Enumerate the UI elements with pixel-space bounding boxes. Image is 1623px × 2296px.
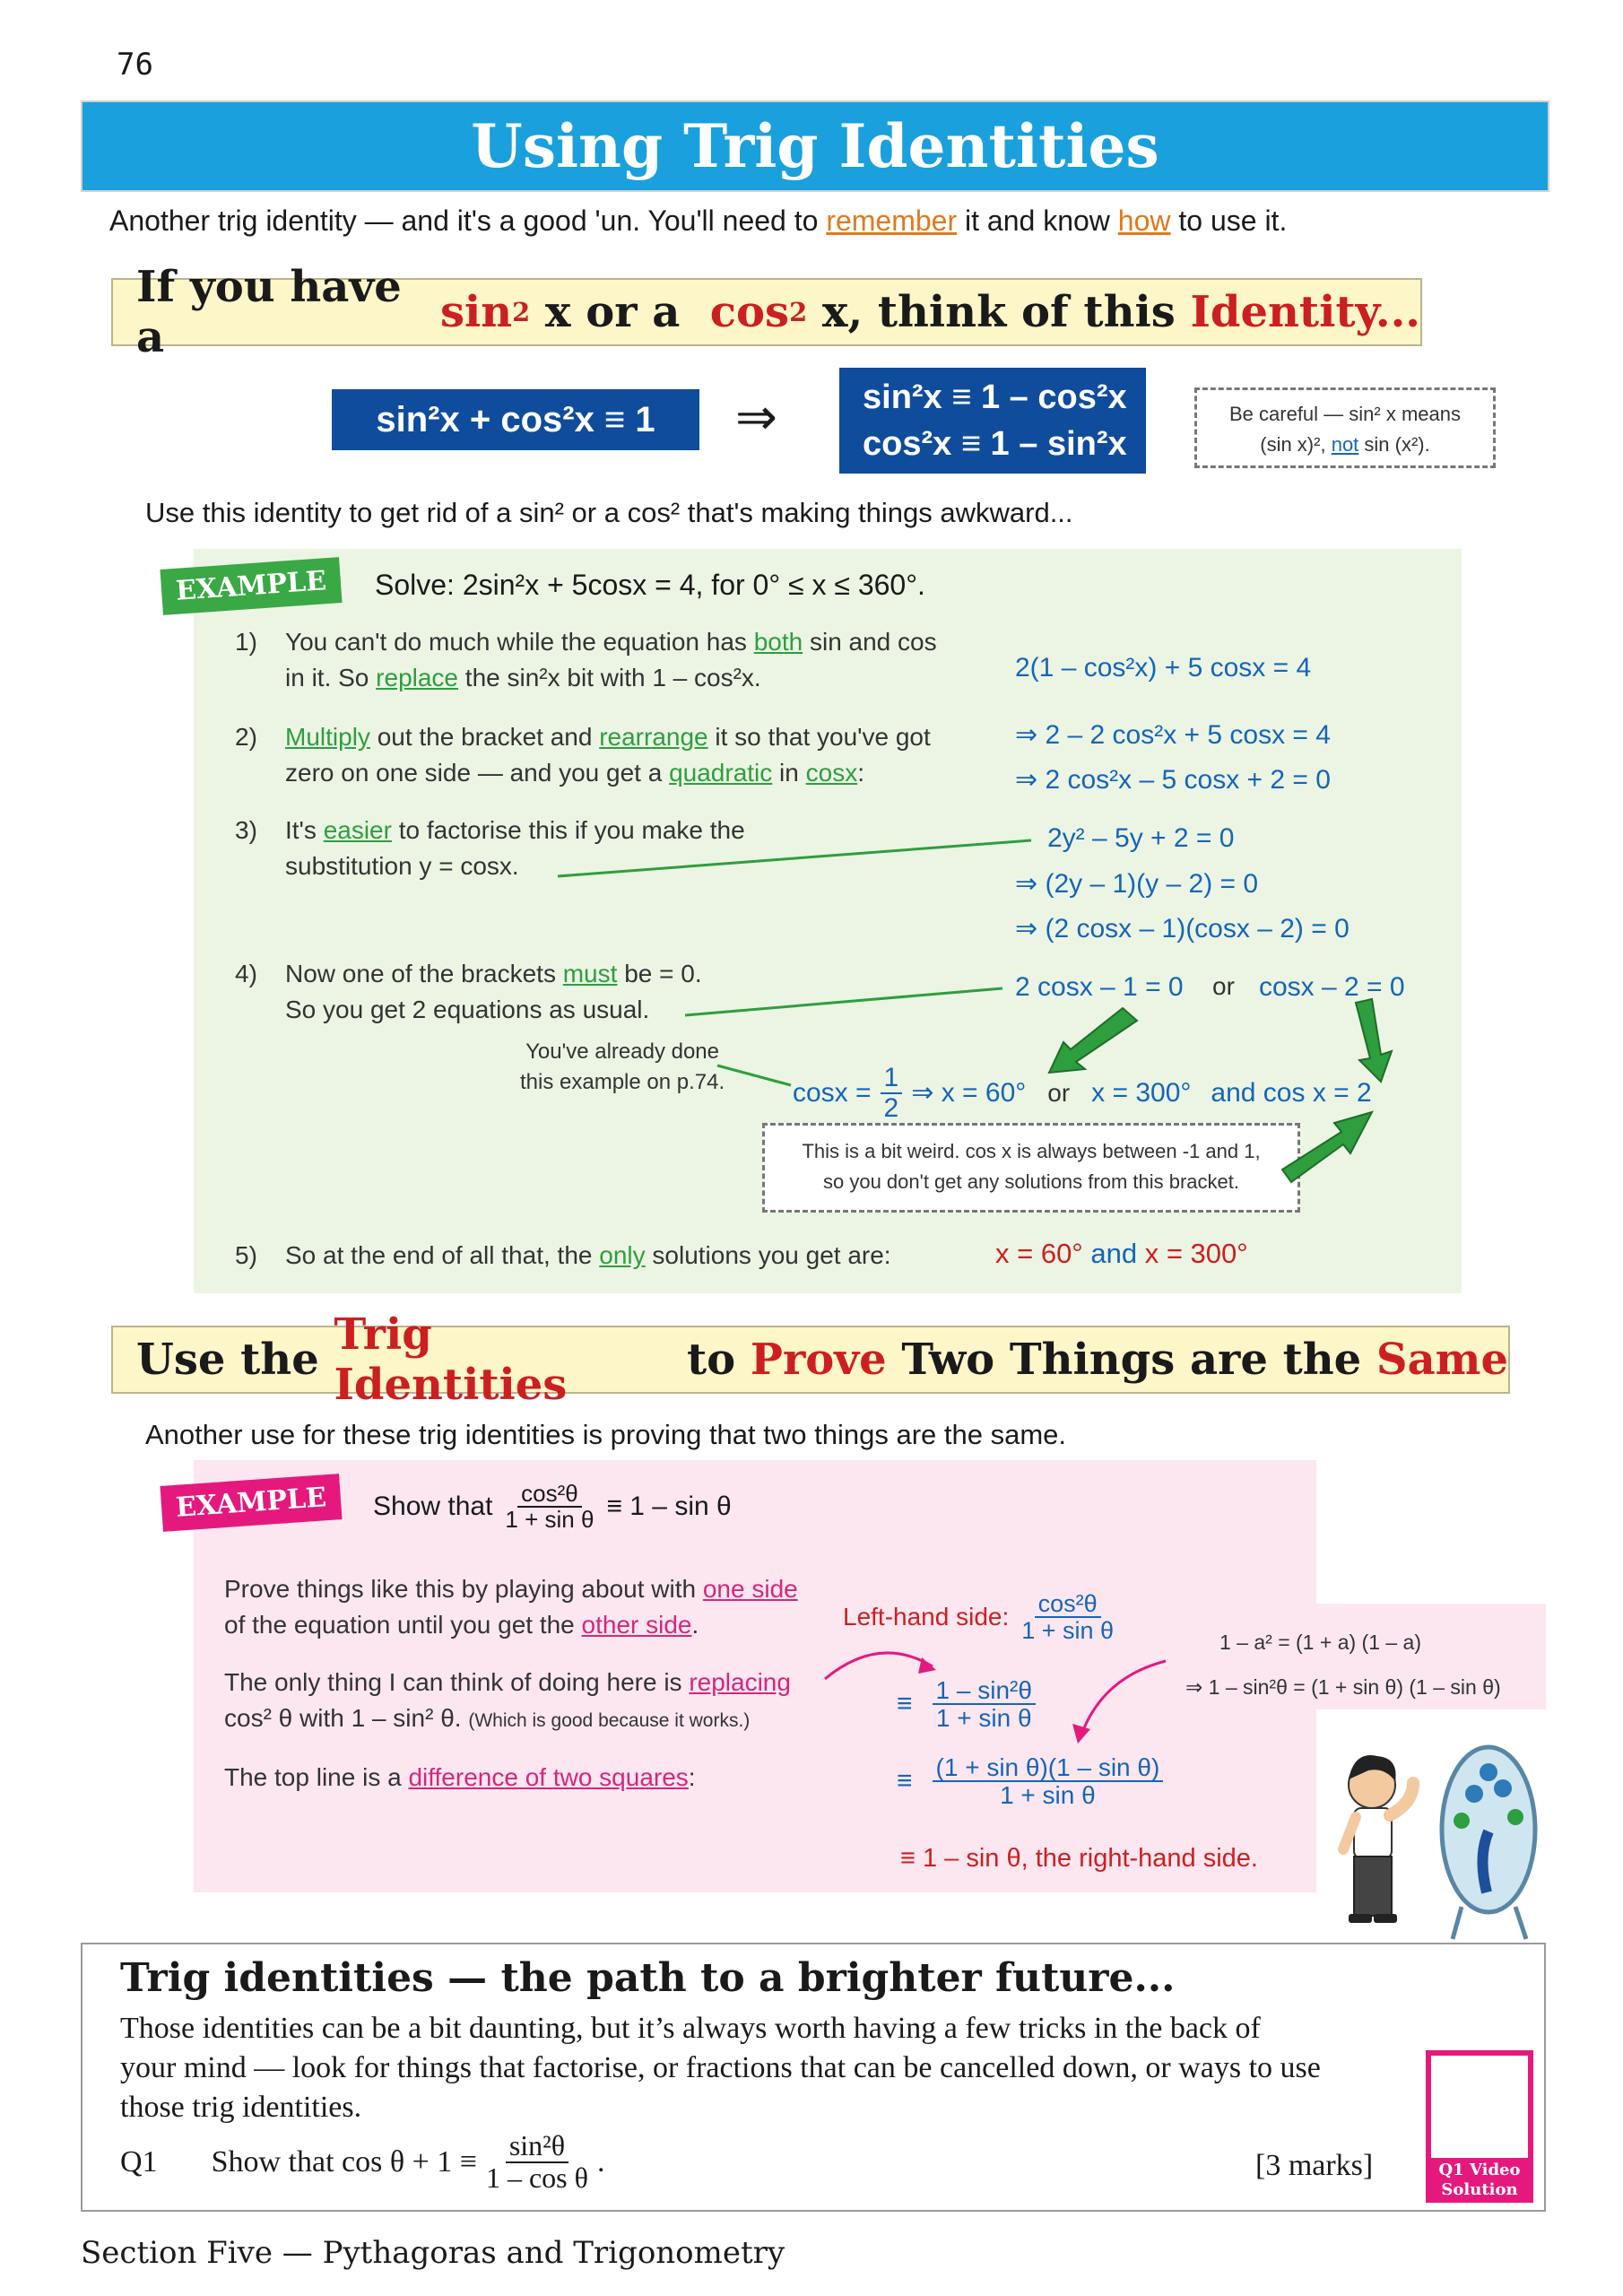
note-not: not <box>1331 433 1359 456</box>
equation-cos-factorised: ⇒ (2 cosx – 1)(cosx – 2) = 0 <box>1015 914 1350 944</box>
page-number: 76 <box>117 47 153 83</box>
note-line: Be careful — sin² x means <box>1229 403 1461 425</box>
frac-num: 1 – sin²θ <box>933 1677 1036 1705</box>
step-underline: rearrange <box>599 723 708 751</box>
summary-body: Those identities can be a bit daunting, but it’s always worth having a few tricks in the back of your mind — look for things that factorise, or fractions that can be cancelled down, or ways to use those trig identities. <box>120 2012 1321 2124</box>
implies-arrow-icon: ⇒ <box>735 388 777 445</box>
step-underline: replace <box>376 664 459 691</box>
equation-substitute: 2(1 – cos²x) + 5 cosx = 4 <box>1015 653 1312 683</box>
example1-tag: EXAMPLE <box>160 557 342 615</box>
frac-den: 2 <box>883 1092 899 1123</box>
heading-part: Use the <box>136 1335 334 1385</box>
note-line: so you don't get any solutions from this bracket. <box>823 1170 1239 1193</box>
solve-statement: Solve: 2sin²x + 5cosx = 4, for 0° ≤ x ≤ 360°. <box>375 569 925 601</box>
use-identity-line: Use this identity to get rid of a sin² or a cos² that's making things awkward... <box>145 497 1073 528</box>
step-text: You can't do much while the equation has <box>285 628 754 656</box>
boy-icon <box>1343 1755 1413 1923</box>
para-underline: other side <box>581 1611 692 1639</box>
question-text: Show that cos θ + 1 ≡ <box>211 2144 477 2179</box>
step-text: out the bracket and <box>369 723 600 751</box>
frac-num: cos²θ <box>517 1482 582 1508</box>
step-underline: cosx <box>805 759 858 787</box>
heading-trig: Trig Identities <box>334 1309 568 1410</box>
frac-den: 1 – cos θ <box>485 2161 588 2194</box>
identity-sin-form: sin²x ≡ 1 – cos²x <box>863 378 1127 416</box>
step-number: 1) <box>235 628 257 656</box>
frac-den: 1 + sin θ <box>1021 1617 1115 1645</box>
heading-part: x or a <box>530 287 696 337</box>
diff-squares-general: 1 – a² = (1 + a) (1 – a) <box>1219 1631 1422 1654</box>
para-text: . <box>691 1611 699 1639</box>
equation-bracket-2: cosx – 2 = 0 <box>1259 972 1405 1002</box>
question-label: Q1 <box>120 2144 158 2179</box>
heading-part: If you have a <box>136 262 402 362</box>
example2-tag: EXAMPLE <box>160 1474 342 1532</box>
heading-sin: sin <box>440 287 513 337</box>
step-underline: both <box>753 628 803 656</box>
how-link: how <box>1117 204 1171 237</box>
note-line: You've already done <box>525 1039 719 1064</box>
or-word: or <box>1047 1078 1071 1107</box>
equation-rearrange: ⇒ 2 cos²x – 5 cosx + 2 = 0 <box>1015 765 1331 795</box>
question-marks: [3 marks] <box>1255 2149 1374 2182</box>
cos-eq-lhs: cosx = <box>793 1077 872 1108</box>
step-text: it so that you've got <box>707 723 931 751</box>
equation-bracket-1: 2 cosx – 1 = 0 <box>1015 972 1184 1002</box>
note-part: sin (x²). <box>1358 433 1430 456</box>
intro-part: to use it. <box>1170 204 1288 237</box>
heading-prove: Prove <box>750 1335 887 1385</box>
pink-arrow-head-icon <box>1072 1724 1090 1744</box>
step-text: sin and cos <box>803 628 937 656</box>
para-small: (Which is good because it works.) <box>468 1710 751 1731</box>
heading-sq: 2 <box>512 297 531 327</box>
page-title: Using Trig Identities <box>471 111 1159 181</box>
heading-part: x, think of this <box>807 287 1191 337</box>
para-text: Prove things like this by playing about with <box>224 1575 703 1603</box>
heading2-subtext: Another use for these trig identities is proving that two things are the same. <box>145 1419 1066 1450</box>
identity-cos-form: cos²x ≡ 1 – sin²x <box>863 425 1127 463</box>
note-part: (sin x)², <box>1260 433 1332 456</box>
pink-arrow-icon <box>825 1653 933 1679</box>
step-number: 5) <box>235 1241 257 1269</box>
heading-part: to <box>672 1335 751 1385</box>
step-text: solutions you get are: <box>645 1241 891 1269</box>
video-solution-label[interactable]: Q1 Video Solution <box>1426 2158 1533 2203</box>
step-text: Now one of the brackets <box>285 960 563 987</box>
final-rhs: ≡ 1 – sin θ, the right-hand side. <box>900 1844 1258 1873</box>
frac-den: 1 + sin θ <box>1000 1781 1096 1810</box>
question-dot: . <box>596 2144 605 2179</box>
cos-equals-two: and cos x = 2 <box>1211 1077 1372 1108</box>
step-text: It's <box>285 816 324 844</box>
note-line: This is a bit weird. cos x is always between -1 and 1, <box>802 1140 1261 1162</box>
question-fraction <box>486 2131 588 2193</box>
step-underline: easier <box>323 816 392 844</box>
step-underline: must <box>562 960 618 987</box>
intro-part: Another trig identity — and it's a good 'un. You'll need to <box>109 204 827 237</box>
diff-squares-specific: ⇒ 1 – sin²θ = (1 + sin θ) (1 – sin θ) <box>1185 1675 1501 1699</box>
equation-y-quadratic: 2y² – 5y + 2 = 0 <box>1047 823 1235 853</box>
para-text: of the equation until you get the <box>224 1611 582 1639</box>
step-text: : <box>857 759 864 787</box>
peacock-mirror-icon <box>1442 1747 1535 1939</box>
section-footer: Section Five — Pythagoras and Trigonometry <box>81 2235 785 2271</box>
and-word: and <box>1090 1238 1138 1269</box>
step-underline: only <box>599 1241 646 1269</box>
step-text: in <box>772 759 806 787</box>
step-text: be = 0. <box>617 960 702 987</box>
para-text: The only thing I can think of doing here is <box>224 1668 690 1696</box>
boy-and-peacock-illustration <box>1327 1731 1551 1946</box>
step-text: substitution y = cosx. <box>285 852 519 880</box>
pink-arrow-icon <box>1081 1661 1166 1735</box>
step-number: 4) <box>235 960 257 987</box>
heading-sq: 2 <box>789 297 808 327</box>
heading-cos: cos <box>709 287 790 337</box>
note-line: this example on p.74. <box>520 1070 725 1094</box>
para-underline: replacing <box>689 1668 791 1696</box>
para-underline: one side <box>702 1575 798 1603</box>
question-1 <box>120 2131 604 2193</box>
remember-link: remember <box>826 204 958 237</box>
equation-expand: ⇒ 2 – 2 cos²x + 5 cosx = 4 <box>1015 720 1331 750</box>
heading-same: Same <box>1376 1335 1508 1385</box>
step-underline: Multiply <box>285 723 370 751</box>
step-number: 3) <box>235 816 257 844</box>
para-text: The top line is a <box>224 1763 409 1791</box>
step-text: zero on one side — and you get a <box>285 759 670 787</box>
step-text: So at the end of all that, the <box>285 1241 600 1269</box>
frac-num: 1 <box>881 1064 903 1094</box>
solution-60: x = 60° <box>995 1238 1083 1269</box>
intro-part: it and know <box>957 204 1118 237</box>
solution-300: x = 300° <box>1144 1238 1248 1269</box>
step-text: So you get 2 equations as usual. <box>285 996 650 1023</box>
or-word: or <box>1212 972 1235 1000</box>
heading-identity: Identity... <box>1190 287 1420 337</box>
step-text: the sin²x bit with 1 – cos²x. <box>458 664 761 691</box>
cos-eq-rhs: ⇒ x = 60° <box>911 1078 1027 1108</box>
frac-num: sin²θ <box>506 2131 568 2163</box>
frac-num: (1 + sin θ)(1 – sin θ) <box>933 1754 1164 1782</box>
para-text: : <box>688 1763 696 1791</box>
identity-text: sin²x + cos²x ≡ 1 <box>376 399 655 439</box>
step-underline: quadratic <box>669 759 773 787</box>
equiv-sign: ≡ <box>897 1689 913 1719</box>
para-text: cos² θ with 1 – sin² θ. <box>224 1704 462 1732</box>
show-that-label: Show that <box>373 1492 493 1522</box>
equiv-sign: ≡ <box>897 1766 913 1796</box>
summary-title: Trig identities — the path to a brighter future... <box>120 1955 1176 2001</box>
frac-den: 1 + sin θ <box>935 1704 1032 1733</box>
rhs-expression: ≡ 1 – sin θ <box>606 1492 732 1522</box>
para-underline: difference of two squares <box>408 1763 689 1791</box>
step-text: to factorise this if you make the <box>391 816 745 844</box>
frac-den: 1 + sin θ <box>505 1506 595 1534</box>
equation-y-factorised: ⇒ (2y – 1)(y – 2) = 0 <box>1015 869 1259 899</box>
lhs-label: Left-hand side: <box>843 1603 1010 1631</box>
frac-num: cos²θ <box>1035 1591 1101 1618</box>
step-text: in it. So <box>285 664 377 691</box>
step-number: 2) <box>235 723 257 751</box>
heading-part: Two Things are the <box>886 1335 1376 1385</box>
x-300: x = 300° <box>1091 1077 1192 1108</box>
